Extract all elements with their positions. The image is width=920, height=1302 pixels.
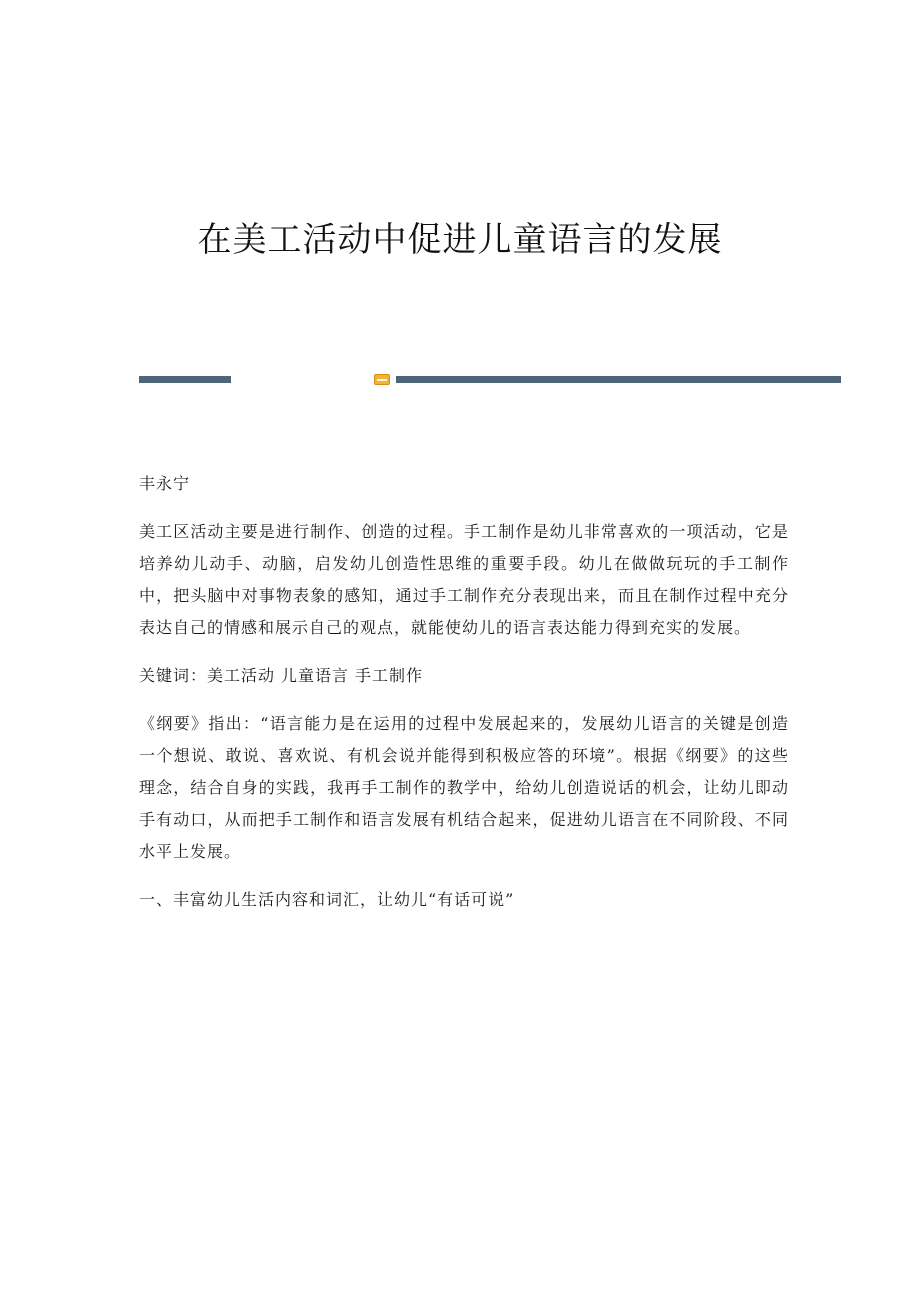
document-title: 在美工活动中促进儿童语言的发展 [197, 220, 723, 260]
body-paragraph: 《纲要》指出：“语言能力是在运用的过程中发展起来的，发展幼儿语言的关键是创造一个想说、敢说、喜欢说、有机会说并能得到积极应答的环境”。根据《纲要》的这些理念，结合自身的实践，我再手工制作的教学中，给幼儿创造说话的机会，让幼儿即动手有动口，从而把手工制作和语言发展有机结合起来，促进幼儿语言在不同阶段、不同水平上发展。 [139, 714, 789, 861]
document-body [139, 468, 789, 932]
keywords-line [139, 660, 789, 692]
author-name: 丰永宁 [139, 474, 191, 493]
abstract-paragraph: 美工区活动主要是进行制作、创造的过程。手工制作是幼儿非常喜欢的一项活动，它是培养幼儿动手、动脑，启发幼儿创造性思维的重要手段。幼儿在做做玩玩的手工制作中，把头脑中对事物表象的感知，通过手工制作充分表现出来，而且在制作过程中充分表达自己的情感和展示自己的观点，就能使幼儿的语言表达能力得到充实的发展。 [139, 522, 789, 637]
keyword-term: 手工制作 [355, 666, 424, 685]
section-heading: 一、丰富幼儿生活内容和词汇，让幼儿“有话可说” [139, 890, 515, 909]
divider-bar-left [139, 376, 231, 383]
divider-bar-right [396, 376, 841, 383]
keyword-term: 儿童语言 [281, 666, 350, 685]
keyword-term: 美工活动 [207, 666, 276, 685]
folder-tab-icon [374, 374, 390, 385]
keywords-label: 关键词： [139, 666, 208, 685]
title-divider [139, 374, 841, 386]
